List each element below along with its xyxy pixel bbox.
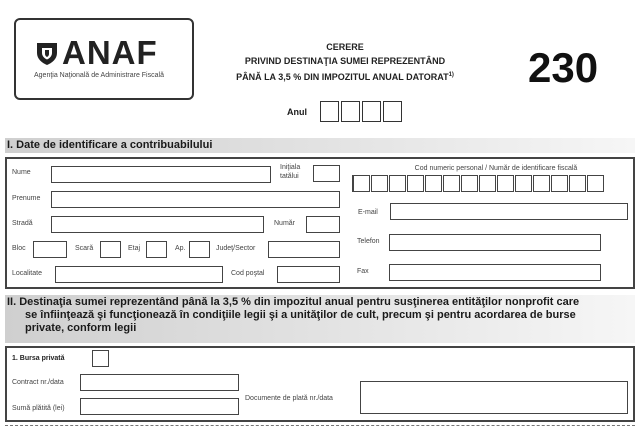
- documente-input[interactable]: [360, 381, 628, 414]
- section-1-title: I. Date de identificare a contribuabilului: [5, 138, 635, 153]
- cnp-digit[interactable]: [569, 175, 586, 192]
- form-title: [210, 40, 480, 84]
- cnp-label: Cod numeric personal / Număr de identificare fiscală: [414, 165, 578, 172]
- cnp-digit[interactable]: [389, 175, 406, 192]
- fax-label: Fax: [357, 268, 369, 275]
- anaf-logo-text: ANAF: [62, 34, 158, 71]
- page-divider: [5, 425, 635, 426]
- title-footnote: 1): [448, 72, 454, 78]
- scara-label: Scară: [75, 245, 94, 252]
- cod-postal-input[interactable]: [277, 266, 340, 283]
- judet-label: Judeţ/Sector: [216, 245, 256, 252]
- anul-digit-2[interactable]: [341, 101, 360, 122]
- section-2-title: II. Destinaţia sumei reprezentând până la 3,5 % din impozitul anual pentru susţinerea entităţilor nonprofit care se înfiinţează şi funcţionează în condiţiile legii şi a unităţilor de cult, precum şi pentru acordarea de burse private, conform legii: [5, 295, 635, 343]
- localitate-label: Localitate: [12, 270, 42, 277]
- anul-label: Anul: [287, 107, 307, 117]
- contract-label: Contract nr./data: [12, 379, 64, 386]
- numar-label: Număr: [274, 220, 296, 227]
- cod-postal-label: Cod poştal: [231, 270, 265, 277]
- nume-label: Nume: [12, 169, 31, 176]
- bursa-privata-label: 1. Bursa privată: [12, 355, 65, 362]
- cnp-digit[interactable]: [515, 175, 532, 192]
- fax-input[interactable]: [389, 264, 601, 281]
- title-line-3: PÂNĂ LA 3,5 % DIN IMPOZITUL ANUAL DATORAT$^{1)}$: [236, 72, 454, 82]
- anaf-shield-icon: [34, 40, 60, 66]
- prenume-input[interactable]: [51, 191, 340, 208]
- strada-label: Stradă: [12, 220, 33, 227]
- anul-digit-4[interactable]: [383, 101, 402, 122]
- anaf-logo-box: [14, 18, 194, 100]
- telefon-input[interactable]: [389, 234, 601, 251]
- nume-input[interactable]: [51, 166, 271, 183]
- cnp-digit[interactable]: [497, 175, 514, 192]
- contract-input[interactable]: [80, 374, 239, 391]
- ap-input[interactable]: [189, 241, 210, 258]
- cnp-digit[interactable]: [461, 175, 478, 192]
- documente-label: Documente de plată nr./data: [245, 395, 333, 402]
- scara-input[interactable]: [100, 241, 121, 258]
- email-input[interactable]: [390, 203, 628, 220]
- initiala-input[interactable]: [313, 165, 340, 182]
- anul-digit-1[interactable]: [320, 101, 339, 122]
- suma-label: Sumă plătită (lei): [12, 405, 65, 412]
- cnp-digit[interactable]: [533, 175, 550, 192]
- strada-input[interactable]: [51, 216, 264, 233]
- numar-input[interactable]: [306, 216, 340, 233]
- anul-digit-3[interactable]: [362, 101, 381, 122]
- cnp-digit[interactable]: [353, 175, 370, 192]
- form-number: 230: [528, 44, 599, 91]
- bloc-label: Bloc: [12, 245, 26, 252]
- cnp-digit[interactable]: [587, 175, 604, 192]
- cnp-digit[interactable]: [425, 175, 442, 192]
- title-line-1: CERERE: [326, 42, 364, 52]
- judet-input[interactable]: [268, 241, 340, 258]
- cnp-digit[interactable]: [479, 175, 496, 192]
- cnp-digit[interactable]: [371, 175, 388, 192]
- cnp-digit[interactable]: [443, 175, 460, 192]
- suma-input[interactable]: [80, 398, 239, 415]
- ap-label: Ap.: [175, 245, 186, 252]
- localitate-input[interactable]: [55, 266, 223, 283]
- title-line-2: PRIVIND DESTINAŢIA SUMEI REPREZENTÂND: [244, 56, 446, 66]
- email-label: E-mail: [358, 209, 378, 216]
- anaf-logo-subtitle: Agenţia Naţională de Administrare Fiscală: [34, 72, 164, 79]
- bursa-privata-checkbox[interactable]: [92, 350, 109, 367]
- cnp-digit[interactable]: [407, 175, 424, 192]
- prenume-label: Prenume: [12, 195, 41, 202]
- initiala-label: Iniţiala tatălui: [280, 164, 301, 180]
- bloc-input[interactable]: [33, 241, 67, 258]
- telefon-label: Telefon: [357, 238, 380, 245]
- etaj-label: Etaj: [128, 245, 141, 252]
- etaj-input[interactable]: [146, 241, 167, 258]
- cnp-digit[interactable]: [551, 175, 568, 192]
